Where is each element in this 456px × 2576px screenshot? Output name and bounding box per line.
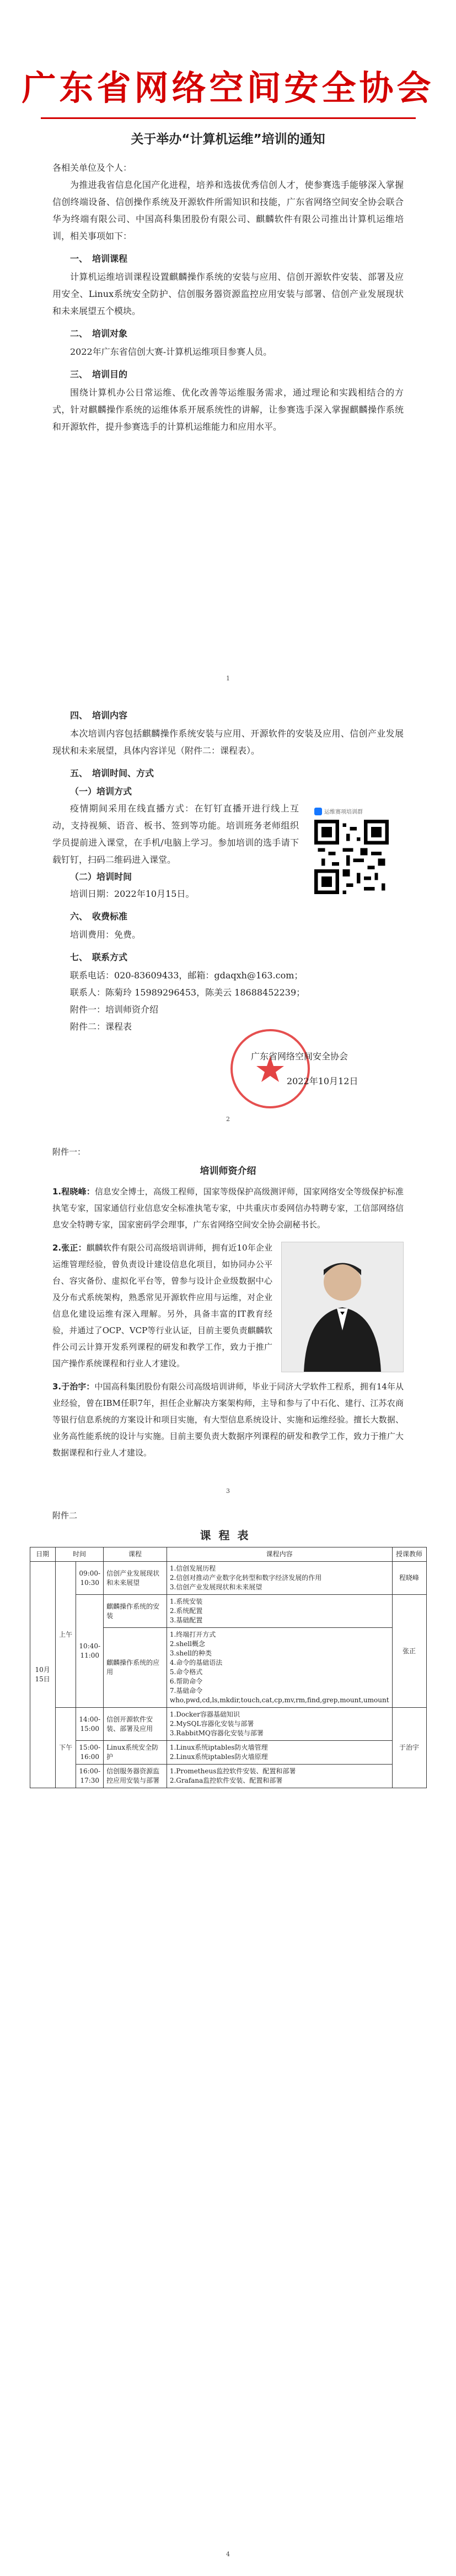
schedule-title: 课程表 <box>200 1529 256 1542</box>
content-cell: 1.Docker容器基础知识 2.MySQL容器化安装与部署 3.RabbitMQ容器化安装与部署 <box>167 1708 392 1741</box>
content-cell: 1.Linux系统iptables防火墙管理 2.Linux系统iptables防火墙原理 <box>167 1741 392 1765</box>
content-cell: 1.系统安装 2.系统配置 3.基础配置 <box>167 1595 392 1628</box>
content-cell: 1.信创发展历程 2.信创对推动产业数字化转型和数字经济发展的作用 3.信创产业发展现状和未来展望 <box>167 1562 392 1595</box>
page-number: 2 <box>226 1116 230 1123</box>
org-header: 广东省网络空间安全协会 <box>22 68 434 108</box>
annex-2-ref: 附件二：课程表 <box>70 1021 132 1032</box>
contact-phone: 联系电话：020-83609433，邮箱：gdaqxh@163.com； <box>70 970 303 981</box>
time-cell: 16:00-17:30 <box>76 1765 104 1788</box>
tutor-1: 1.程晓峰：信息安全博士，高级工程师，国家等级保护高级测评师，国家网络安全等级保护标准执笔专家，国家通信行业信息安全标准执笔专家，中共重庆市委网信办特聘专家，工信部网络信息安全特聘专家，国家密码学会理事，广东省网络空间安全协会副秘书长。 <box>52 1187 404 1230</box>
course-cell: 信创产业发展现状和未来展望 <box>104 1562 167 1595</box>
page-number: 4 <box>226 2551 230 2558</box>
section-2-heading: 二、 培训对象 <box>70 328 128 339</box>
attachment-2-label: 附件二 <box>52 1511 78 1520</box>
qr-card <box>314 807 411 896</box>
course-cell: 麒麟操作系统的安装 <box>104 1595 167 1628</box>
section-6-body: 培训费用：免费。 <box>70 929 141 940</box>
section-7-heading: 七、 联系方式 <box>70 952 128 962</box>
section-5-heading: 五、 培训时间、方式 <box>70 768 154 778</box>
table-header-row <box>30 1547 426 1562</box>
time-cell: 09:00-10:30 <box>76 1562 104 1595</box>
pm-cell: 下午 <box>55 1708 76 1788</box>
teacher-cell: 程晓峰 <box>392 1562 426 1595</box>
attachment-1-label: 附件一： <box>52 1147 86 1157</box>
tutors-title: 培训师资介绍 <box>200 1166 256 1177</box>
notice-title: 关于举办“计算机运维”培训的通知 <box>131 132 325 147</box>
method-body: 疫情期间采用在线直播方式：在钉钉直播开进行线上互动，支持视频、语音、板书、签到等功能。培训班务老师组织学员提前进入课堂，在手机/电脑上学习。参加培训的选手请下载钉钉，扫码二维码进入课堂。 <box>52 803 299 865</box>
qr-code[interactable] <box>314 820 389 894</box>
official-seal <box>229 1027 312 1110</box>
section-3-heading: 三、 培训目的 <box>70 369 128 380</box>
header-date: 日期 <box>30 1547 55 1562</box>
section-2-body: 2022年广东省信创大赛-计算机运维项目参赛人员。 <box>70 347 272 357</box>
table-row <box>30 1562 426 1595</box>
table-row <box>30 1741 426 1765</box>
signature-date: 2022年10月12日 <box>287 1076 358 1086</box>
am-cell: 上午 <box>55 1562 76 1708</box>
section-1-body: 计算机运维培训课程设置麒麟操作系统的安装与应用、信创开源软件安装、部署及应用安全、Linux系统安全防护、信创服务器资源监控应用安装与部署、信创产业发展现状和未来展望五个模块。 <box>52 272 404 316</box>
header-course: 课程 <box>104 1547 167 1562</box>
page-number: 1 <box>226 675 230 682</box>
tutor-3: 3.于治宇：中国高科集团股份有限公司高级培训讲师，毕业于同济大学软件工程系，拥有14年从业经验，曾在IBM任职7年，担任企业解决方案架构师，主导和参与了中石化、建行、江苏农商等银行信息系统的方案设计和项目实施，有大型信息系统设计、实施和运维经验。擅长大数据、业务高性能系统的设计与实施。目前主要负责大数据序列课程的研发和教学工作，致力于推广大数据课程和行业人才建设。 <box>52 1382 404 1458</box>
page-number: 3 <box>226 1487 230 1495</box>
course-cell: 信创服务器资源监控应用安装与部署 <box>104 1765 167 1788</box>
time-cell: 10:40-11:00 <box>76 1595 104 1708</box>
schedule-table <box>30 1547 427 1788</box>
table-row <box>30 1595 426 1628</box>
annex-1-ref: 附件一：培训师资介绍 <box>70 1004 159 1015</box>
header-teacher: 授课教师 <box>392 1547 426 1562</box>
header-time: 时间 <box>55 1547 103 1562</box>
time-cell: 14:00-15:00 <box>76 1708 104 1741</box>
section-3-body: 围绕计算机办公日常运维、优化改善等运维服务需求，通过理论和实践相结合的方式，针对麒麟操作系统的运维体系开展系统性的讲解，让参赛选手深入掌握麒麟操作系统和开源软件，提升参赛选手的计算机运维能力和应用水平。 <box>52 387 404 432</box>
table-row <box>30 1708 426 1741</box>
table-row <box>30 1765 426 1788</box>
signature-org: 广东省网络空间安全协会 <box>251 1051 348 1062</box>
page-3 <box>0 1135 456 1476</box>
section-6-heading: 六、 收费标准 <box>70 911 128 922</box>
teacher-cell: 于治宇 <box>392 1708 426 1788</box>
date-cell: 10月15日 <box>30 1562 55 1788</box>
intro-paragraph: 为推进我省信息化国产化进程，培养和选拔优秀信创人才，使参赛选手能够深入掌握信创终端设备、信创操作系统及开源软件所需知识和技能，广东省网络空间安全协会联合华为终端有限公司、中国高科集团股份有限公司、麒麟软件有限公司推出计算机运维培训，相关事项如下： <box>52 180 404 241</box>
course-cell: Linux系统安全防护 <box>104 1741 167 1765</box>
section-4-body: 本次培训内容包括麒麟操作系统安装与应用、开源软件的安装及应用、信创产业发展现状和未来展望，具体内容详见（附件二：课程表）。 <box>52 728 404 756</box>
red-divider <box>41 117 416 119</box>
time-cell: 15:00-16:00 <box>76 1741 104 1765</box>
teacher-cell: 张正 <box>392 1595 426 1708</box>
salutation: 各相关单位及个人： <box>52 163 132 173</box>
tutor-photo <box>281 1242 404 1372</box>
page-4 <box>0 1487 456 2576</box>
dingtalk-logo-icon <box>314 808 322 815</box>
course-cell: 信创开源软件安装、部署及应用 <box>104 1708 167 1741</box>
subsection-method: （一）培训方式 <box>70 786 132 797</box>
tutor-2: 2.张正：麒麟软件有限公司高级培训讲师，拥有近10年企业运维管理经验，曾负责设计建设信息化项目，如协同办公平台、容灾备份、虚拟化平台等，曾参与设计企业级数据中心及分布式系统架构，熟悉常见开源软件应用与运维，对企业信息化建设运维有深入理解。另外，具备丰富的IT教育经验，并通过了OCP、VCP等行业认证，目前主要负责麒麟软件公司云计算开发系列课程的研发和教学工作，致力于推广国产操作系统课程和行业人才建设。 <box>52 1240 404 1372</box>
section-1-heading: 一、 培训课程 <box>70 253 128 264</box>
time-body: 培训日期：2022年10月15日。 <box>70 889 195 899</box>
course-cell: 麒麟操作系统的应用 <box>104 1628 167 1708</box>
content-cell: 1.Prometheus监控软件安装、配置和部署 2.Grafana监控软件安装、配置和部署 <box>167 1765 392 1788</box>
subsection-time: （二）培训时间 <box>70 872 132 882</box>
section-4-heading: 四、 培训内容 <box>70 710 128 721</box>
qr-caption: 运维赛项培训群 <box>324 809 363 815</box>
contact-person: 联系人：陈菊玲 15989296453，陈美云 18688452239； <box>70 987 305 998</box>
header-content: 课程内容 <box>167 1547 392 1562</box>
page-1 <box>0 0 456 689</box>
content-cell: 1.终端打开方式 2.shell概念 3.shell的种类 4.命令的基础语法 5.命令格式 6.帮助命令 7.基础命令who,pwd,cd,ls,mkdir,touch,cat,cp,mv,rm,find,grep,mount,umount <box>167 1628 392 1708</box>
